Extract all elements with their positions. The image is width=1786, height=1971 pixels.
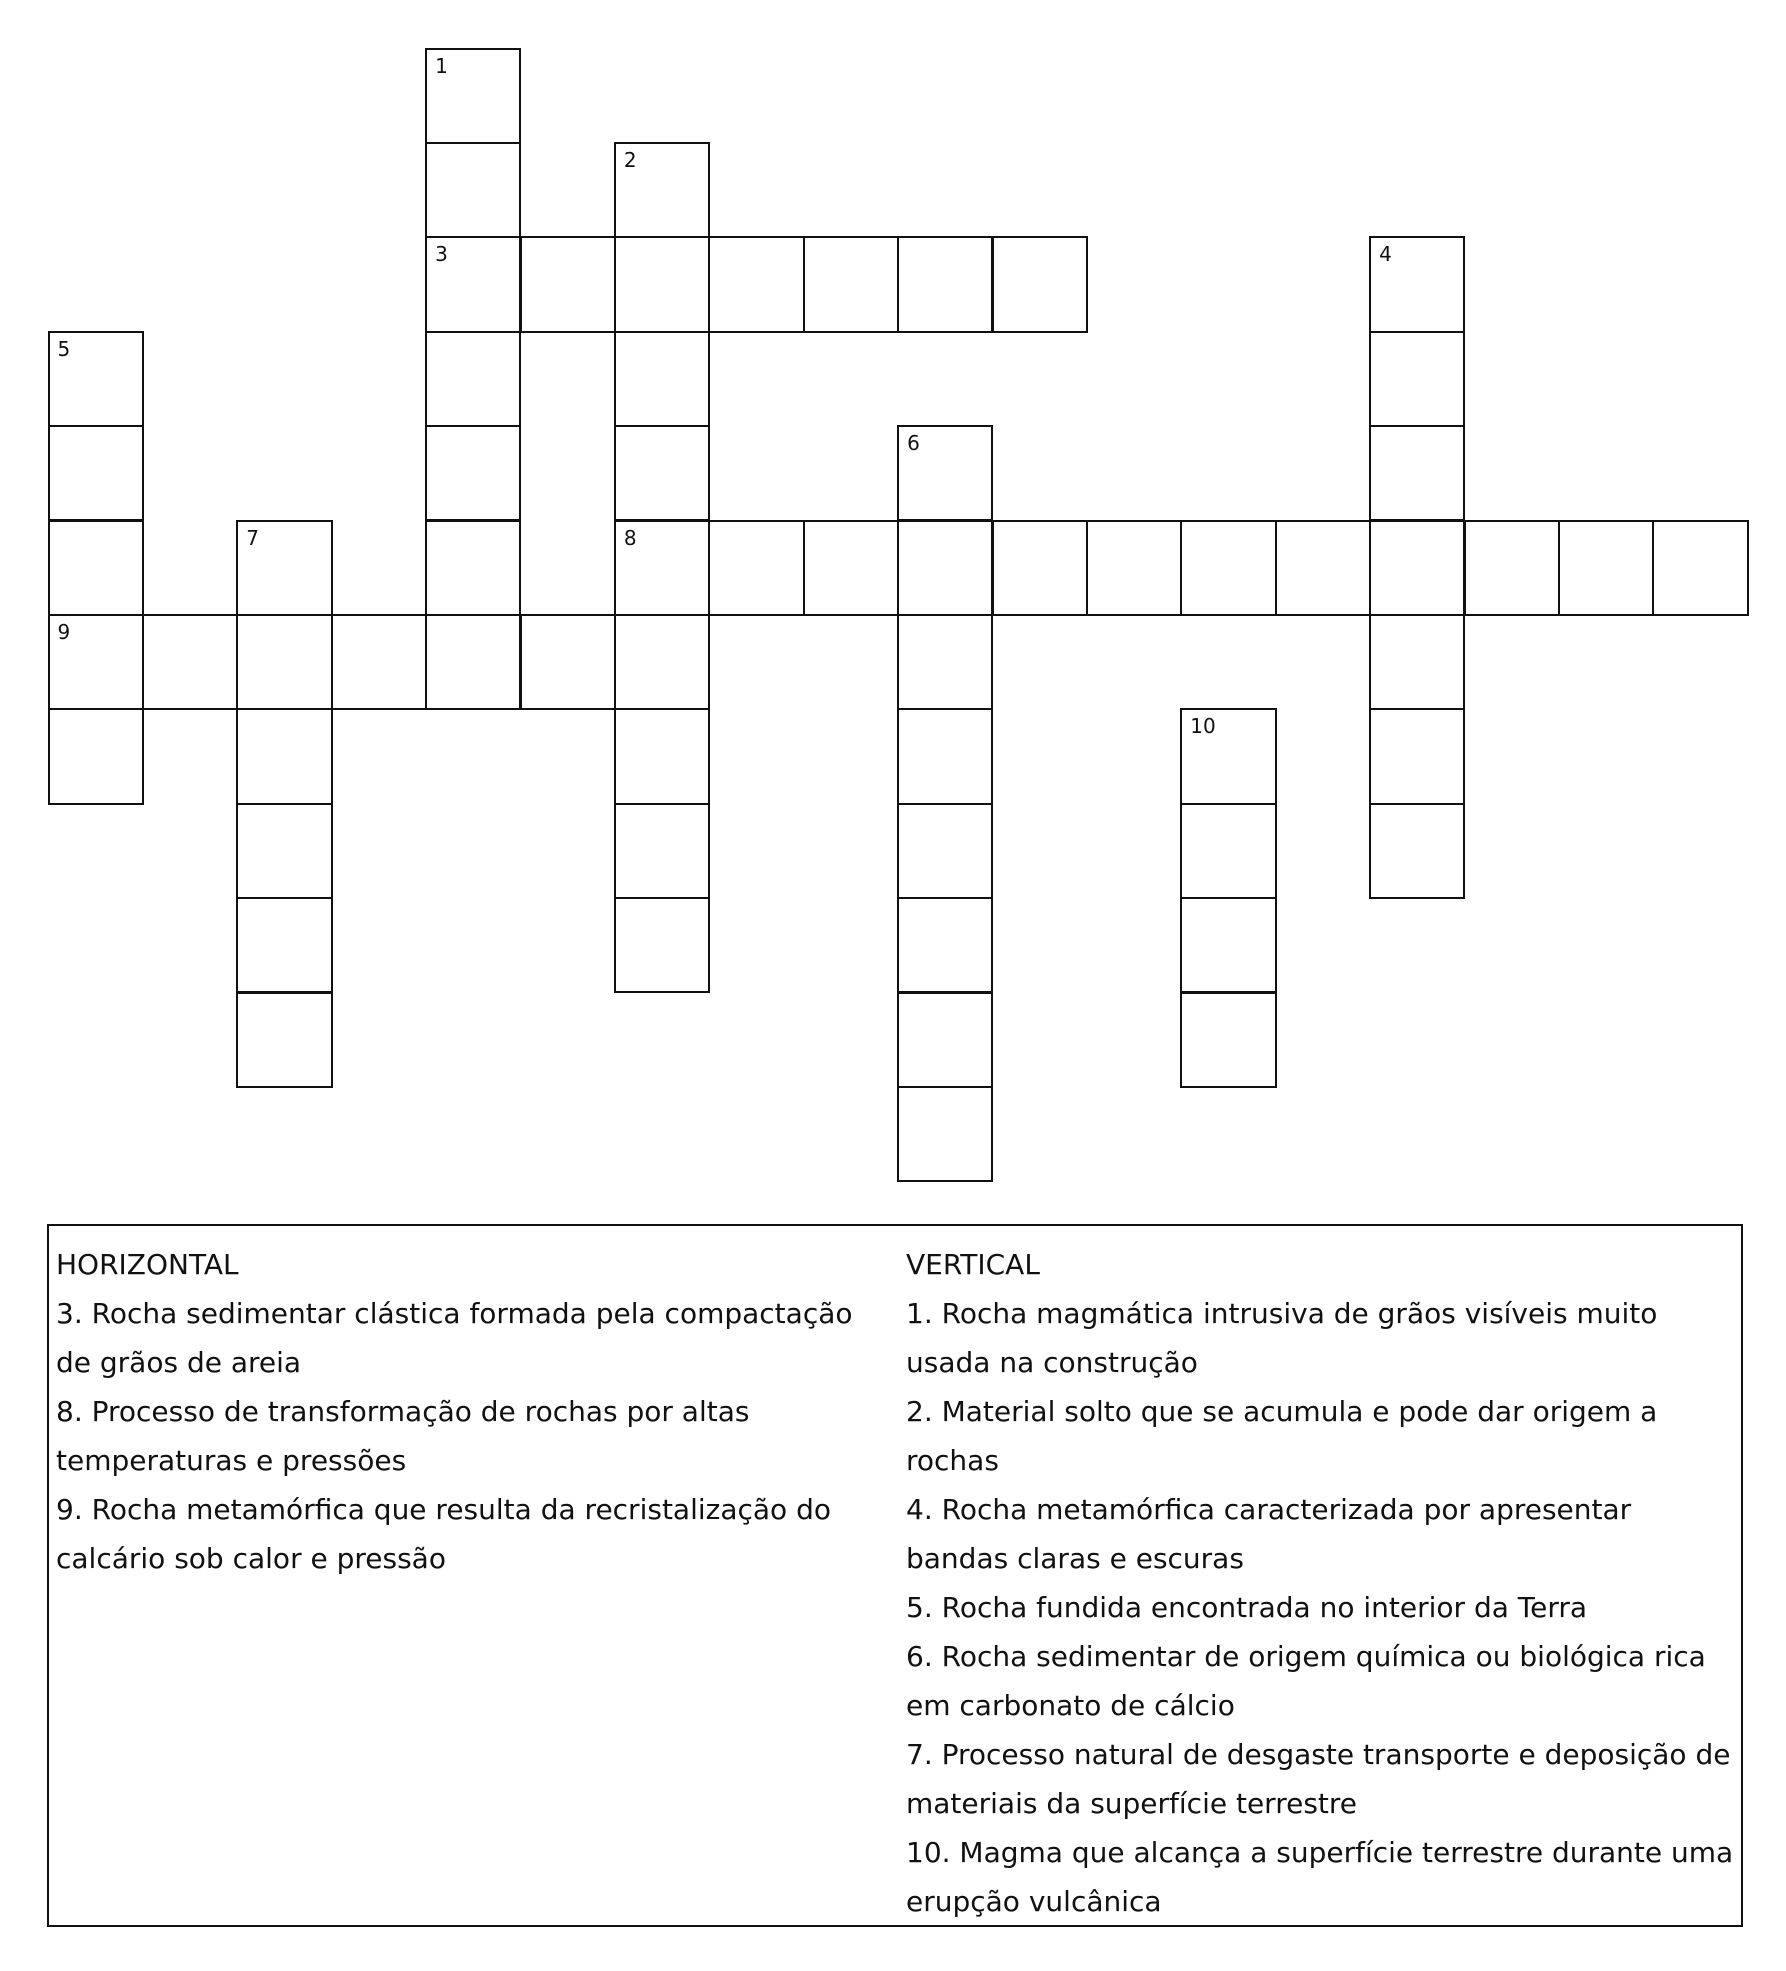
crossword-cell[interactable]: [520, 236, 616, 332]
crossword-cell[interactable]: [897, 520, 993, 616]
clue-number: 7: [246, 525, 260, 550]
crossword-cell[interactable]: [897, 708, 993, 804]
crossword-cell[interactable]: [614, 236, 710, 332]
crossword-cell[interactable]: [1369, 425, 1465, 521]
horizontal-clues-title: HORIZONTAL: [56, 1248, 239, 1281]
crossword-cell[interactable]: [236, 708, 332, 804]
vertical-clues-column: [906, 1240, 1736, 1926]
crossword-cell[interactable]: [1464, 520, 1560, 616]
vertical-clues-title: VERTICAL: [906, 1248, 1040, 1281]
vertical-clue-2: 2. Material solto que se acumula e pode dar origem a rochas: [906, 1395, 1658, 1477]
crossword-cell[interactable]: [142, 614, 238, 710]
vertical-clue-10: 10. Magma que alcança a superfície terrestre durante uma erupção vulcânica: [906, 1836, 1734, 1918]
crossword-cell[interactable]: [520, 614, 616, 710]
crossword-cell[interactable]: [614, 897, 710, 993]
crossword-cell[interactable]: [614, 614, 710, 710]
crossword-cell[interactable]: [1369, 614, 1465, 710]
crossword-cell[interactable]: [897, 1086, 993, 1182]
crossword-cell[interactable]: [992, 520, 1088, 616]
crossword-cell[interactable]: [1180, 520, 1276, 616]
clue-number: 6: [907, 431, 920, 456]
crossword-cell[interactable]: [803, 236, 899, 332]
crossword-cell[interactable]: [331, 614, 427, 710]
crossword-cell[interactable]: [48, 331, 144, 427]
crossword-cell[interactable]: [1180, 803, 1276, 899]
crossword-cell[interactable]: [614, 331, 710, 427]
crossword-cell[interactable]: [1180, 708, 1276, 804]
crossword-cell[interactable]: [425, 142, 521, 238]
crossword-cell[interactable]: [614, 425, 710, 521]
crossword-cell[interactable]: [425, 48, 521, 144]
clue-number: 4: [1379, 242, 1392, 267]
crossword-cell[interactable]: [236, 803, 332, 899]
crossword-cell[interactable]: [897, 425, 993, 521]
clue-number: 10: [1190, 714, 1216, 739]
crossword-cell[interactable]: [897, 897, 993, 993]
crossword-cell[interactable]: [803, 520, 899, 616]
crossword-cell[interactable]: [48, 520, 144, 616]
crossword-cell[interactable]: [1369, 331, 1465, 427]
crossword-cell[interactable]: [425, 425, 521, 521]
crossword-cell[interactable]: [1652, 520, 1748, 616]
crossword-cell[interactable]: [236, 897, 332, 993]
vertical-clue-1: 1. Rocha magmática intrusiva de grãos visíveis muito usada na construção: [906, 1297, 1658, 1379]
crossword-cell[interactable]: [897, 236, 993, 332]
crossword-cell[interactable]: [897, 992, 993, 1088]
crossword-cell[interactable]: [425, 236, 521, 332]
crossword-cell[interactable]: [48, 425, 144, 521]
clue-number: 2: [623, 147, 637, 172]
horizontal-clue-8: 8. Processo de transformação de rochas por altas temperaturas e pressões: [56, 1395, 750, 1477]
crossword-cell[interactable]: [897, 803, 993, 899]
crossword-cell[interactable]: [992, 236, 1088, 332]
crossword-cell[interactable]: [425, 331, 521, 427]
clue-number: 1: [435, 53, 448, 78]
crossword-cell[interactable]: [614, 520, 710, 616]
crossword-cell[interactable]: [614, 803, 710, 899]
crossword-cell[interactable]: [48, 614, 144, 710]
crossword-cell[interactable]: [425, 520, 521, 616]
crossword-cell[interactable]: [1086, 520, 1182, 616]
vertical-clue-4: 4. Rocha metamórfica caracterizada por apresentar bandas claras e escuras: [906, 1493, 1632, 1575]
crossword-cell[interactable]: [1369, 708, 1465, 804]
crossword-cell[interactable]: [1369, 803, 1465, 899]
crossword-cell[interactable]: [48, 708, 144, 804]
crossword-cell[interactable]: [708, 520, 804, 616]
horizontal-clue-9: 9. Rocha metamórfica que resulta da recristalização do calcário sob calor e pressão: [56, 1493, 831, 1575]
horizontal-clues-column: [56, 1240, 886, 1583]
crossword-cell[interactable]: [614, 142, 710, 238]
clue-number: 5: [57, 336, 71, 361]
crossword-cell[interactable]: [1180, 992, 1276, 1088]
crossword-cell[interactable]: [236, 520, 332, 616]
horizontal-clue-3: 3. Rocha sedimentar clástica formada pela compactação de grãos de areia: [56, 1297, 853, 1379]
clues-box: [47, 1224, 1743, 1927]
crossword-cell[interactable]: [1180, 897, 1276, 993]
crossword-cell[interactable]: [425, 614, 521, 710]
vertical-clue-7: 7. Processo natural de desgaste transporte e deposição de materiais da superfície terrestre: [906, 1738, 1731, 1820]
clue-number: 8: [623, 525, 637, 550]
crossword-cell[interactable]: [614, 708, 710, 804]
crossword-cell[interactable]: [1369, 236, 1465, 332]
clue-number: 9: [57, 619, 71, 644]
crossword-cell[interactable]: [708, 236, 804, 332]
crossword-cell[interactable]: [236, 614, 332, 710]
vertical-clue-6: 6. Rocha sedimentar de origem química ou biológica rica em carbonato de cálcio: [906, 1640, 1706, 1722]
crossword-cell[interactable]: [1275, 520, 1371, 616]
crossword-cell[interactable]: [1369, 520, 1465, 616]
crossword-cell[interactable]: [236, 992, 332, 1088]
clue-number: 3: [435, 242, 448, 267]
crossword-cell[interactable]: [897, 614, 993, 710]
vertical-clue-5: 5. Rocha fundida encontrada no interior da Terra: [906, 1591, 1588, 1624]
crossword-cell[interactable]: [1558, 520, 1654, 616]
